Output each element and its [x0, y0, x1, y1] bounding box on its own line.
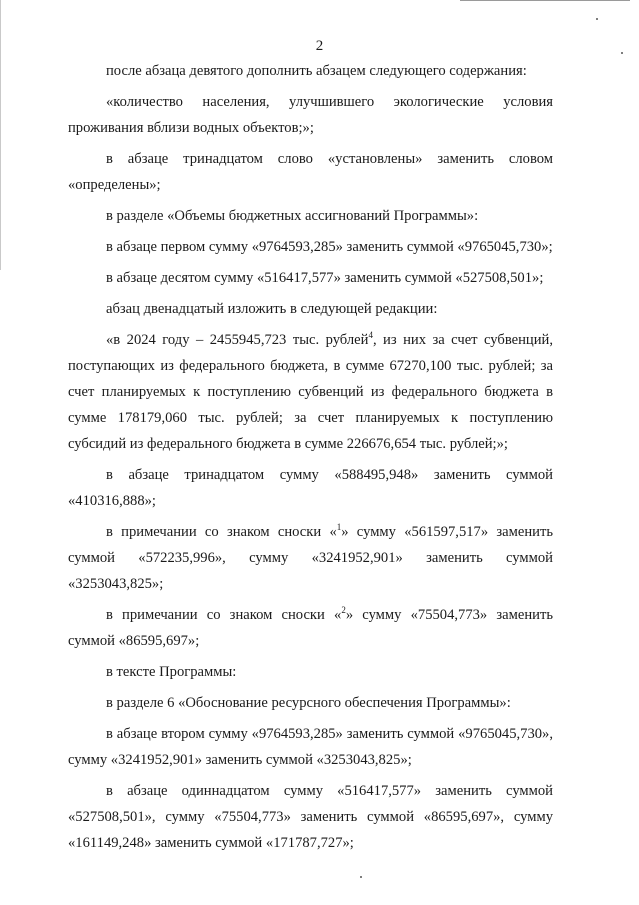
paragraph — [68, 721, 553, 773]
page-number: 2 — [315, 38, 324, 54]
paragraph-text: «в 2024 году – 2455945,723 тыс. рублей — [106, 332, 369, 348]
paragraph-text: в тексте Программы: — [106, 664, 237, 680]
paragraph — [68, 778, 553, 856]
paragraph-text: » сумму «561597,517» заменить суммой «572235,996», сумму «3241952,901» заменить суммой «3253043,825»; — [68, 524, 553, 592]
paragraph-text: «количество населения, улучшившего экологические условия проживания вблизи водных объектов;»; — [68, 94, 553, 136]
paragraph-text: в абзаце десятом сумму «516417,577» заменить суммой «527508,501»; — [106, 270, 544, 286]
paragraph — [68, 659, 553, 685]
footnote-mark: 1 — [336, 522, 342, 533]
scan-speck — [360, 876, 362, 878]
paragraph-text: , из них за счет субвенций, поступающих из федерального бюджета, в сумме 67270,100 тыс. рублей; за счет планируемых к поступлению субвенций из федерального бюджета в сумме 178179,060 тыс. рублей; за счет планируемых к поступлению субсидий из федерального бюджета в сумме 226676,654 тыс. рублей;»; — [68, 332, 553, 452]
paragraph — [68, 203, 553, 229]
paragraph — [68, 462, 553, 514]
paragraph — [68, 146, 553, 198]
footnote-mark: 4 — [368, 330, 373, 341]
document-body — [68, 58, 553, 856]
paragraph — [68, 519, 553, 597]
paragraph-text: в разделе 6 «Обоснование ресурсного обеспечения Программы»: — [106, 695, 511, 711]
paragraph — [68, 89, 553, 141]
paragraph — [68, 690, 553, 716]
paragraph-text: в примечании со знаком сноски « — [106, 524, 337, 540]
footnote-mark: 2 — [341, 605, 346, 616]
paragraph-text: в абзаце тринадцатом слово «установлены» заменить словом «определены»; — [68, 151, 553, 193]
paragraph-text: » сумму «75504,773» заменить суммой «86595,697»; — [68, 607, 554, 649]
paragraph — [68, 296, 553, 322]
paragraph — [68, 265, 553, 291]
paragraph-text: в абзаце тринадцатом сумму «588495,948» заменить суммой «410316,888»; — [68, 467, 553, 509]
paragraph — [68, 602, 553, 654]
paragraph-text: в разделе «Объемы бюджетных ассигнований Программы»: — [106, 208, 479, 224]
paragraph-text: в абзаце первом сумму «9764593,285» заменить суммой «9765045,730»; — [106, 239, 553, 255]
paragraph-text: в абзаце одиннадцатом сумму «516417,577» заменить суммой «527508,501», сумму «75504,773» заменить суммой «86595,697», сумму «161149,248» заменить суммой «171787,727»; — [68, 783, 553, 851]
paragraph — [68, 234, 553, 260]
paragraph — [68, 327, 553, 457]
paragraph — [68, 58, 553, 84]
paragraph-text: в абзаце втором сумму «9764593,285» заменить суммой «9765045,730», сумму «3241952,901» заменить суммой «3253043,825»; — [68, 726, 553, 768]
paragraph-text: абзац двенадцатый изложить в следующей редакции: — [106, 301, 438, 317]
scan-edge-line — [460, 0, 630, 1]
scan-speck — [596, 18, 598, 20]
paragraph-text: в примечании со знаком сноски « — [106, 607, 342, 623]
paragraph-text: после абзаца девятого дополнить абзацем следующего содержания: — [106, 63, 527, 79]
